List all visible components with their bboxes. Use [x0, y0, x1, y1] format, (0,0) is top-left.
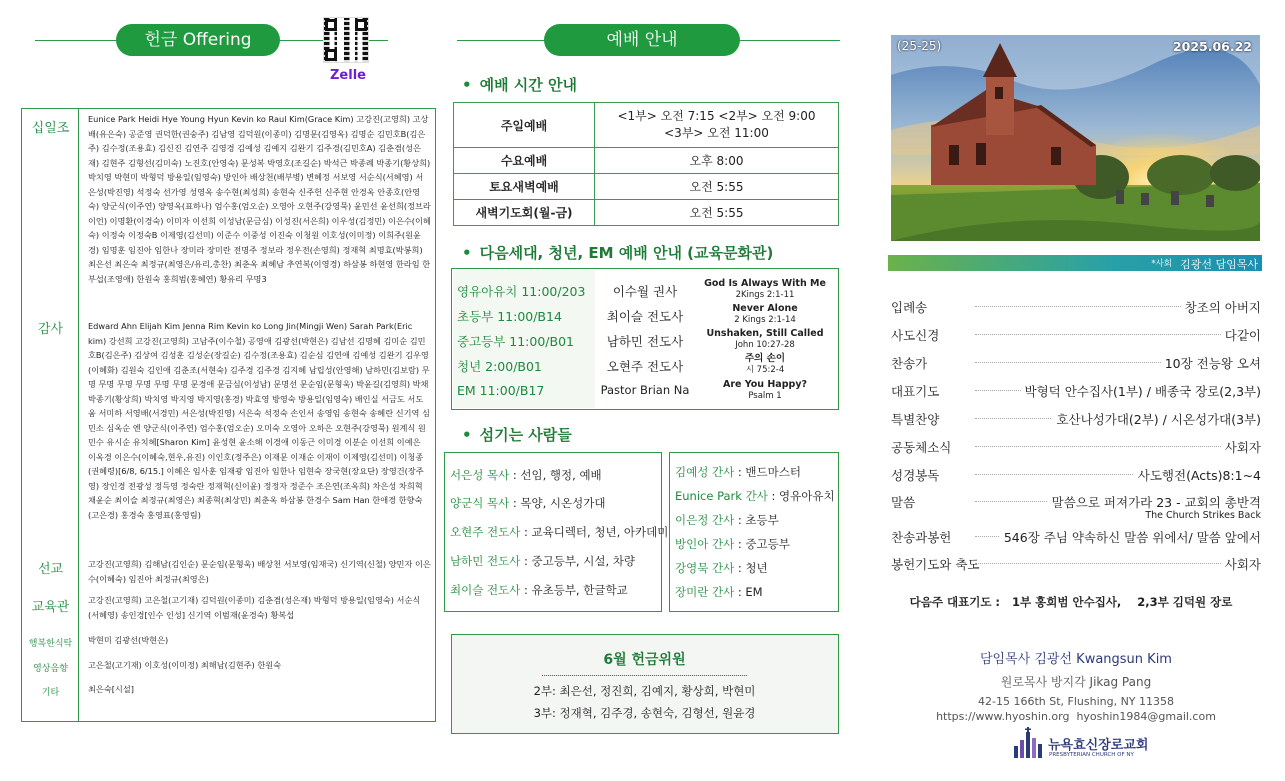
church-logo-icon — [1012, 726, 1048, 760]
next-prayer: 다음주 대표기도 : 1부 홍희범 안수집사, 2,3부 김덕원 장로 — [909, 595, 1233, 609]
list-item: 방인아 간사 : 중고등부 — [675, 537, 790, 551]
thanks-names: Edward Ahn Elijah Kim Jenna Rim Kevin ko Long Jin(Mingji Wen) Sarah Park(Eric kim) 강선희 고강진(고영희) 고남주(이수철) 공영애 김광선(박현은) 김남선 김명혜 김미순 김민호B(김은주) 김상여 김성훈 김성순(장길순) 김수정(조용효) 김순심 김연애 김예성 김완기 김우영(이혜화) 김원숙 김인애 김춘조(서현숙) 김주경 김주경 김지혜 남립성(안영해) 남하민(김보람) 무명 무명 무명 무명 무명 무명 문경애 문금심(이성남) 문명선 문순임(문형욱) 박윤길(김영희) 박채 박종기(황상희) 박치영 박지영 박지영(홍경) 박효영 방영숙 방용일(임영숙) 배인실 서금도 서도움 서미하 서영배(서경민) 서은성(박진영) 서은숙 석정숙 손인서 송영임 송현숙 송혜란 신기역 심민소 심옥순 엔 양군식(이주연) 엄수홍(엄오순) 오미숙 오영아 오하은 오현주(강영묵) 원계식 원민수 유시순 유치혜[Sharon Kim] 윤성현 윤소해 이경애 이동근 이미경 이분순 이선희 이예은 이옥경 이은수(이혜숙,현우,유진) 이인호(정주은) 이재문 이재순 이재이 이제영(김선미) 이청종(권혜령)[6/8, 6/15.] 이혜은 임사훈 임재광 임진아 임한나 임현숙 장국현(장요단) 장영건(장주영) 장인경 전광성 정득영 정숙란 정재혁(신이윤) 정정자 정준수 조은연(조옥희) 차은성 차희혁 채윤순 최이슬 최정규(최영은) 최종혁(최상민) 최춘옥 하삼봉 한경수 Sam Han 한애경 한향숙(고은경) 홍경숙 홍영표(홍영림) — [88, 321, 430, 520]
scripture: John 10:27-28 — [735, 340, 795, 350]
issue-number: (25-25) — [897, 39, 942, 53]
pastor: Pastor Brian Na — [600, 383, 690, 397]
table-row — [452, 301, 838, 327]
table-row — [452, 377, 838, 403]
label-thanks: 감사 — [37, 322, 64, 337]
committee-title: 6월 헌금위원 — [603, 652, 686, 668]
label-media: 영상음향 — [33, 664, 68, 674]
servers-heading: • 섬기는 사람들 — [462, 426, 572, 444]
bulletin-date: 2025.06.22 — [1172, 39, 1252, 54]
committee-line-2: 3부: 정재혁, 김주경, 송현숙, 김형선, 원윤경 — [533, 706, 756, 720]
table-row — [454, 200, 839, 226]
label-mission: 선교 — [37, 562, 64, 577]
host-prefix: *사회 — [1151, 259, 1172, 269]
sermon-subtitle: The Church Strikes Back — [1145, 510, 1261, 521]
host-name: 김광선 담임목사 — [1180, 258, 1258, 271]
dept: 중고등부 11:00/B01 — [457, 334, 574, 349]
order-item: 봉헌기도와 축도 사회자 — [891, 557, 1261, 572]
order-item: 대표기도 박형덕 안수집사(1부) / 배종국 장로(2,3부) — [891, 384, 1261, 399]
dept: EM 11:00/B17 — [457, 383, 545, 398]
happy-table-names: 박현미 김광선(박현은) — [88, 635, 169, 645]
table-row — [452, 276, 838, 302]
church-web: https://www.hyoshin.org hyoshin1984@gmail.com — [936, 710, 1216, 723]
order-item: 사도신경 다같이 — [891, 328, 1261, 343]
church-photo — [891, 35, 1260, 241]
order-item: 입례송 창조의 아버지 — [891, 300, 1261, 315]
scripture: 2 Kings 2:1-14 — [734, 315, 796, 325]
zelle-logo: Zelle — [330, 68, 366, 83]
service-time: 오전 5:55 — [595, 200, 839, 226]
next-gen-table — [451, 268, 839, 410]
table-row — [452, 351, 838, 377]
list-item: 이은정 간사 : 초등부 — [675, 513, 779, 527]
list-item: 양군식 목사 : 목양, 시온성가대 — [450, 496, 606, 510]
church-address: 42-15 166th St, Flushing, NY 11358 — [977, 695, 1175, 708]
scripture: 시 75:2-4 — [745, 365, 785, 375]
emeritus-pastor: 원로목사 방지각 Jikag Pang — [1000, 675, 1152, 689]
service-time: <1부> 오전 7:15 <2부> 오전 9:00 <3부> 오전 11:00 — [595, 103, 839, 148]
worship-title: 예배 안내 — [544, 24, 740, 56]
list-item: 강영묵 간사 : 청년 — [675, 561, 768, 575]
order-item: 찬송과봉헌 546장 주님 약속하신 말씀 위에서/ 말씀 앞에서 — [891, 530, 1261, 545]
pastor: 오현주 전도사 — [606, 359, 684, 374]
next-gen-heading: • 다음세대, 청년, EM 예배 안내 (교육문화관) — [462, 244, 774, 262]
tithe-names: Eunice Park Heidi Hye Young Hyun Kevin ko Raul Kim(Grace Kim) 고강진(고영희) 고상배(유은숙) 공준영 권덕한(권숭주) 김남영 김덕원(이종미) 김명문(김영옥) 김명순 김민호B(김은주) 김수정(조용효) 김신진 김연주 김영경 김예성 김예지 김완기 김주경(김민호A) 김춘겸(성은재) 김현주 김형선(김미숙) 노진호(안영숙) 문성복 박영호(조길순) 박석근 박종례 박종기(황상희) 박치영 박현미 박형덕 방용일(임영숙) 방인아 배상천(배부병) 변혜정 서보영 서순식(서혜영) 서은성(박진영) 석정숙 선가영 성영옥 송수현(최성희) 송현숙 신주헌 신주현 안경옥 안종호(안영숙) 양군식(이주연) 양영옥(표하나) 엄수홍(엄오순) 오영아 오현주(강영묵) 윤민선 윤선희(정브라이언) 이명환(이경숙) 이미자 이선희 이성남(문금심) 이성진(서은희) 이우성(김정민) 이은수(이혜숙) 이정숙 이정숙B 이제영(김선미) 이준수 이중성 이진숙 이청원 이호성(이미정) 이희주(원윤경) 임명훈 임진아 임한나 장미라 장미란 전명주 정보라 정우전(손영희) 정재혁 최명효(박봉희) 최은선 최은숙 최정규(최영은/유리,총찬) 최춘옥 최혜남 추연복(이영경) 하삼봉 하현영 한라임 한부섭(조영애) 한원숙 홍희범(홍혜연) 황유리 무명3 — [88, 114, 431, 284]
servers-left-box — [444, 452, 669, 612]
table-row — [454, 103, 839, 148]
order-item: 말씀 말씀으로 퍼져가라 23 - 교회의 총반격 — [891, 495, 1261, 510]
host-bar — [888, 255, 1262, 271]
list-item: 서은성 목사 : 선임, 행정, 예배 — [450, 468, 602, 482]
label-happy-table: 행복한식탁 — [28, 639, 73, 649]
pastor: 최이슬 전도사 — [606, 309, 684, 324]
label-tithe: 십일조 — [31, 121, 70, 136]
schedule-table — [453, 102, 839, 226]
sermon-title: Never Alone — [732, 303, 798, 314]
media-names: 고은철(고기재) 이호성(이미정) 최해남(김현주) 한원숙 — [88, 660, 282, 670]
pastor: 남하민 전도사 — [606, 334, 684, 349]
church-subname: PRESBYTERIAN CHURCH OF NY — [1049, 752, 1134, 758]
etc-names: 최은숙[시설] — [88, 684, 134, 694]
service-name: 수요예배 — [454, 148, 595, 174]
service-name: 주일예배 — [454, 103, 595, 148]
dept: 영유아유치 11:00/203 — [457, 284, 586, 299]
church-logo — [1012, 726, 1152, 760]
service-name: 새벽기도회(월-금) — [454, 200, 595, 226]
offering-list — [21, 108, 436, 722]
mission-names: 고강진(고영희) 김해남(김인순) 문순임(문형욱) 배상천 서보영(임재국) 신기역(신철) 양민자 이은수(이혜숙) 임진아 최정규(최영은) — [88, 559, 431, 584]
sermon-title: 주의 손이 — [744, 353, 785, 364]
pastor: 이수월 권사 — [612, 284, 678, 299]
dept: 청년 2:00/B01 — [457, 359, 542, 374]
label-etc: 기타 — [41, 688, 60, 698]
order-item: 찬송가 10장 전능왕 오셔 — [891, 356, 1261, 371]
offering-title: 헌금 Offering — [116, 24, 280, 56]
scripture: Psalm 1 — [748, 391, 782, 401]
divider — [542, 675, 747, 676]
service-name: 토요새벽예배 — [454, 174, 595, 200]
schedule-heading: • 예배 시간 안내 — [462, 76, 577, 94]
committee-line-1: 2부: 최은선, 정진희, 김예지, 황상희, 박현미 — [533, 684, 756, 698]
church-name: 뉴욕효신장로교회 — [1048, 738, 1149, 753]
divider — [736, 40, 840, 41]
offering-committee-box — [451, 634, 839, 734]
dept: 초등부 11:00/B14 — [457, 309, 562, 324]
scripture: 2Kings 2:1-11 — [735, 290, 795, 300]
servers-right-box — [669, 452, 839, 612]
list-item: 장미란 간사 : EM — [675, 585, 763, 599]
table-row — [454, 148, 839, 174]
sermon-title: Are You Happy? — [722, 379, 808, 390]
sermon-title: God Is Always With Me — [704, 278, 826, 289]
qr-code-icon[interactable] — [324, 18, 368, 62]
divider — [35, 40, 121, 41]
label-education: 교육관 — [31, 600, 70, 615]
list-item: 김예성 간사 : 밴드마스터 — [675, 465, 801, 479]
divider — [457, 40, 549, 41]
list-item: 남하민 전도사 : 중고등부, 시설, 차량 — [450, 554, 635, 568]
order-item: 공동체소식 사회자 — [891, 440, 1261, 455]
education-names: 고강진(고영희) 고은철(고기재) 김덕원(이종미) 김춘겸(성은재) 박형덕 방용일(임영숙) 서순식(서혜영) 송인경[인수 인성] 신기역 이범재(윤경숙) 황복섭 — [88, 595, 421, 620]
senior-pastor: 담임목사 김광선 Kwangsun Kim — [980, 652, 1172, 667]
service-time: 오전 5:55 — [595, 174, 839, 200]
table-row — [454, 174, 839, 200]
order-item: 특별찬양 호산나성가대(2부) / 시온성가대(3부) — [891, 412, 1261, 427]
list-item: Eunice Park 간사 : 영유아유치 — [675, 489, 835, 503]
list-item: 최이슬 전도사 : 유초등부, 한글학교 — [450, 583, 628, 597]
sermon-title: Unshaken, Still Called — [706, 328, 824, 339]
list-item: 오현주 전도사 : 교육디렉터, 청년, 아카데미 — [450, 525, 669, 539]
table-row — [452, 326, 838, 352]
order-item: 성경봉독 사도행전(Acts)8:1~4 — [891, 468, 1261, 483]
service-time: 오후 8:00 — [595, 148, 839, 174]
